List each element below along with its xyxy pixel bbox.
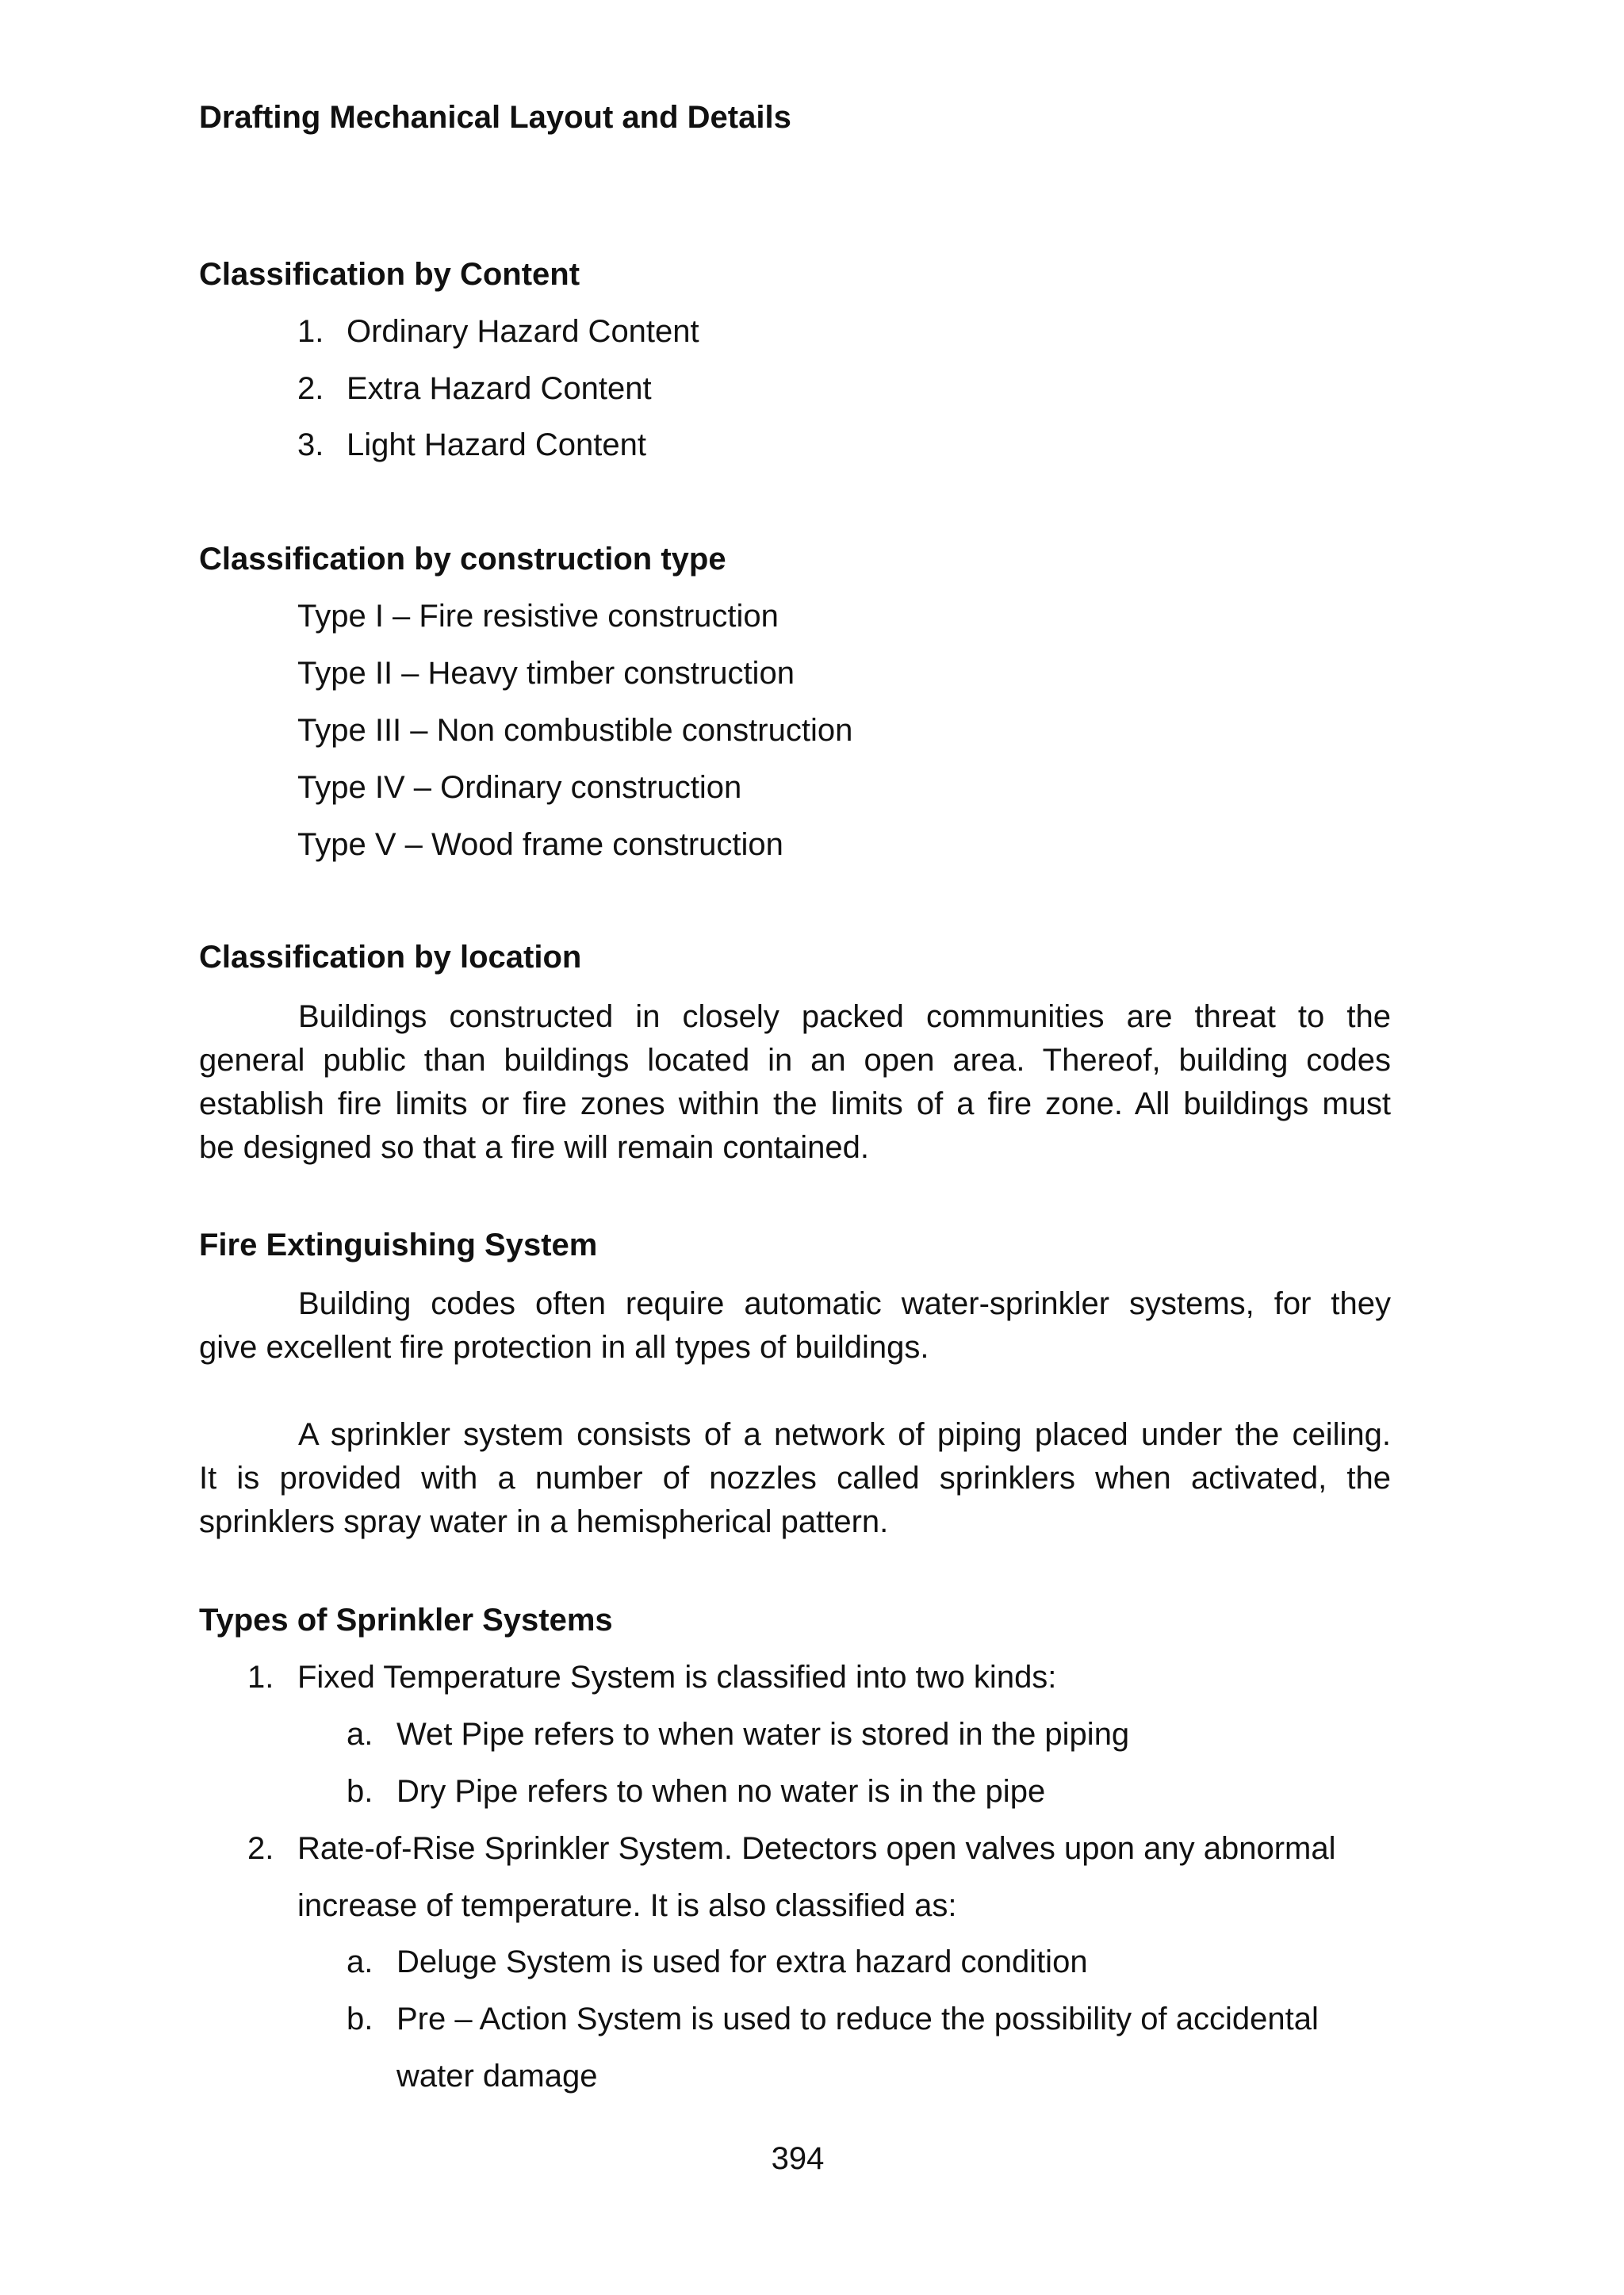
list-item: Light Hazard Content [347, 427, 647, 462]
list-item: Fixed Temperature System is classified into two kinds: [297, 1660, 1057, 1695]
paragraph-line: general public than buildings located in an open area. Thereof, building codes [199, 1043, 1391, 1078]
paragraph-sprinkler-network [199, 1413, 1391, 1544]
paragraph-line: Building codes often require automatic water-sprinkler systems, for they [298, 1286, 1391, 1321]
running-header: Drafting Mechanical Layout and Details [199, 100, 791, 135]
sub-list-letter: b. [347, 2002, 373, 2036]
paragraph-line: A sprinkler system consists of a network of piping placed under the ceiling. [298, 1417, 1391, 1452]
section-heading-construction: Classification by construction type [199, 542, 726, 577]
list-item: Type I – Fire resistive construction [297, 599, 779, 634]
list-item-continuation: increase of temperature. It is also classified as: [297, 1888, 957, 1923]
section-heading-extinguishing: Fire Extinguishing System [199, 1228, 598, 1262]
sub-list-item-continuation: water damage [396, 2059, 598, 2094]
list-number: 1. [247, 1660, 274, 1695]
paragraph-line: be designed so that a fire will remain contained. [199, 1130, 869, 1165]
list-item: Type III – Non combustible construction [297, 713, 853, 748]
section-heading-sprinkler-types: Types of Sprinkler Systems [199, 1603, 613, 1638]
list-item: Rate-of-Rise Sprinkler System. Detectors open valves upon any abnormal [297, 1831, 1336, 1866]
list-item: Extra Hazard Content [347, 371, 652, 406]
sub-list-item: Pre – Action System is used to reduce the possibility of accidental [396, 2002, 1319, 2036]
list-item: Type II – Heavy timber construction [297, 656, 795, 691]
page-number: 394 [771, 2141, 825, 2176]
list-item: Ordinary Hazard Content [347, 314, 699, 349]
sub-list-letter: a. [347, 1944, 373, 1979]
sub-list-item: Dry Pipe refers to when no water is in the pipe [396, 1774, 1046, 1809]
paragraph-sprinkler-codes [199, 1282, 1391, 1370]
paragraph-line: sprinklers spray water in a hemispherical pattern. [199, 1504, 889, 1539]
paragraph-location [199, 995, 1391, 1170]
paragraph-line: Buildings constructed in closely packed communities are threat to the [298, 999, 1391, 1034]
sub-list-item: Deluge System is used for extra hazard condition [396, 1944, 1088, 1979]
list-number: 2. [297, 371, 324, 406]
section-heading-content: Classification by Content [199, 257, 580, 292]
list-number: 1. [297, 314, 324, 349]
list-number: 3. [297, 427, 324, 462]
list-number: 2. [247, 1831, 274, 1866]
sub-list-letter: a. [347, 1717, 373, 1752]
paragraph-line: establish fire limits or fire zones within the limits of a fire zone. All buildings must [199, 1086, 1391, 1121]
sub-list-letter: b. [347, 1774, 373, 1809]
list-item: Type IV – Ordinary construction [297, 770, 742, 805]
list-item: Type V – Wood frame construction [297, 827, 783, 862]
section-heading-location: Classification by location [199, 940, 582, 975]
sub-list-item: Wet Pipe refers to when water is stored in the piping [396, 1717, 1130, 1752]
paragraph-line: give excellent fire protection in all types of buildings. [199, 1330, 929, 1365]
paragraph-line: It is provided with a number of nozzles called sprinklers when activated, the [199, 1461, 1391, 1496]
